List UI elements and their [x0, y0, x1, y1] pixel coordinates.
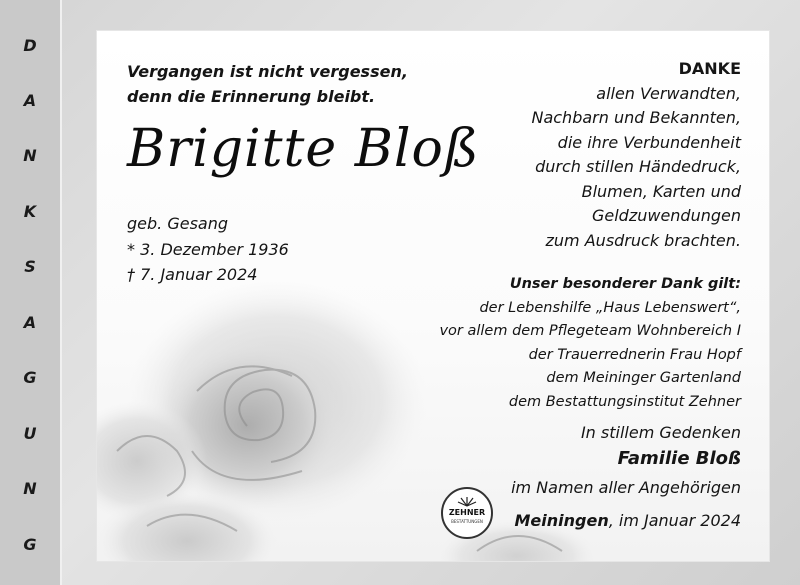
- family-name: Familie Bloß: [617, 448, 741, 469]
- side-letter: D: [23, 36, 37, 55]
- side-letter: G: [23, 535, 37, 554]
- motto: [127, 59, 408, 109]
- side-letter: N: [23, 146, 37, 165]
- motto-line: denn die Erinnerung bleibt.: [127, 87, 376, 106]
- thanks-block: [531, 57, 741, 253]
- thanks-line: allen Verwandten,: [596, 83, 741, 103]
- special-thanks-line: vor allem dem Pflegeteam Wohnbereich I: [439, 323, 741, 339]
- date: , im Januar 2024: [608, 511, 741, 530]
- special-thanks-heading: Unser besonderer Dank gilt:: [509, 276, 741, 292]
- side-letter: K: [23, 202, 37, 221]
- special-thanks-line: der Lebenshilfe „Haus Lebenswert“,: [479, 299, 741, 316]
- thanks-line: durch stillen Händedruck,: [535, 157, 741, 176]
- closing-line: In stillem Gedenken: [580, 423, 741, 442]
- thanks-line: Blumen, Karten und: [581, 181, 741, 201]
- special-thanks-line: der Trauerrednerin Frau Hopf: [528, 346, 741, 363]
- special-thanks-line: dem Meininger Gartenland: [546, 370, 741, 386]
- place-date: [515, 509, 742, 534]
- thanks-heading: DANKE: [678, 59, 741, 78]
- birth-date: * 3. Dezember 1936: [127, 240, 289, 259]
- side-letter: A: [23, 91, 37, 110]
- funeral-home-logo: [441, 487, 493, 539]
- deceased-name: Brigitte Bloß: [127, 119, 480, 179]
- birth-name: geb. Gesang: [127, 214, 229, 233]
- motto-line: Vergangen ist nicht vergessen,: [127, 62, 408, 81]
- side-letter: G: [23, 368, 37, 387]
- thanks-line: Geldzuwendungen: [591, 206, 741, 225]
- obituary-card: [96, 30, 770, 562]
- side-strip: [0, 0, 62, 585]
- death-date: † 7. Januar 2024: [127, 265, 258, 284]
- side-letter: U: [23, 424, 37, 443]
- thanks-line: zum Ausdruck brachten.: [545, 230, 741, 250]
- place: Meiningen: [514, 511, 609, 530]
- flower-icon: [457, 493, 477, 507]
- logo-text: ZEHNER: [448, 508, 486, 517]
- thanks-line: die ihre Verbundenheit: [557, 132, 741, 152]
- thanks-line: Nachbarn und Bekannten,: [531, 108, 741, 127]
- side-letter: S: [24, 257, 36, 276]
- logo-subtext: BESTATTUNGEN: [451, 519, 483, 524]
- special-thanks-line: dem Bestattungsinstitut Zehner: [508, 393, 741, 410]
- side-letter: A: [23, 313, 37, 332]
- special-thanks-block: [439, 273, 741, 414]
- side-letter: N: [23, 479, 37, 498]
- closing-line: im Namen aller Angehörigen: [511, 478, 741, 497]
